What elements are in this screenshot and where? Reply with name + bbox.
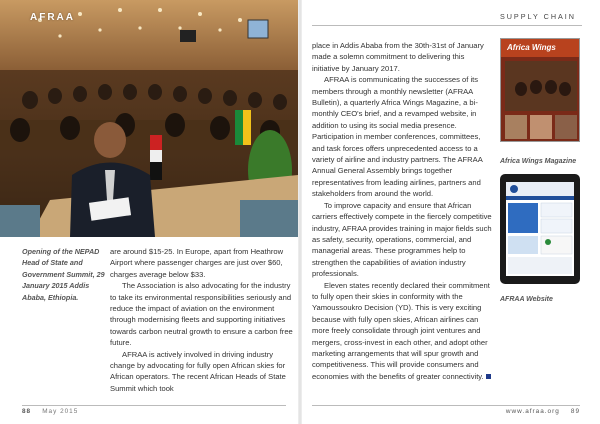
header-rule [312, 25, 582, 26]
magazine-caption: Africa Wings Magazine [500, 158, 577, 165]
left-page-number: 88 [22, 408, 32, 415]
left-footer [22, 405, 286, 415]
website-caption: AFRAA Website [500, 296, 553, 303]
left-paragraph-1: are around $15-25. In Europe, apart from Heathrow Airport where passenger charges are just over $60, charges average below $33. [110, 247, 284, 279]
end-mark-icon [486, 374, 491, 379]
right-body-column [312, 40, 492, 382]
right-paragraph-2: AFRAA is communicating the successes of its members through a monthly newsletter (AFRAA Bulletin), a quarterly Africa Wings Magazine, a bi-monthly CEO's brief, and a revamped website, in addition to using its social media presence. Participation in member conferences, committees, and task forces offers unprecedented access to a variety of airline and industry partners. The AFRAA Annual General Assembly brings together representatives from leading airlines, partners and stakeholders from around the world. [312, 75, 483, 199]
summit-photo [0, 0, 298, 237]
right-page-number: 89 [570, 408, 580, 415]
left-body-column [110, 246, 296, 394]
footer-url: www.afraa.org [505, 408, 560, 415]
issue-date: May 2015 [42, 408, 79, 415]
photo-caption: Opening of the NEPAD Head of State and Government Summit, 29 January 2015 Addis Ababa, Ethiopia. [22, 247, 105, 302]
section-title: SUPPLY CHAIN [499, 12, 576, 21]
brand-mark: AFRAA [30, 12, 75, 23]
page-gutter [298, 0, 302, 424]
magazine-title: Africa Wings [507, 43, 556, 52]
right-paragraph-1: place in Addis Ababa from the 30th-31st of January made a solemn commitment to delivering this initiative by January 2017. [312, 41, 484, 73]
right-paragraph-4-text: Eleven states recently declared their commitment to fully open their skies in conformity with the Yamoussoukro Decision (YD). This is very exciting because with fully open skies, African airlines can more freely consolidate through joint ventures and mergers, cross-invest in each other, and adopt other marketing arrangements that will spur growth and competitiveness. This will provide consumers and economies with the benefits of greater connectivity. [312, 280, 490, 381]
left-paragraph-2: The Association is also advocating for the industry to take its environmental responsibilities seriously and reduce the impact of aviation on the environment through modernising fleets and supporting initiatives towards carbon neutral growth to ensure a carbon free future. [110, 281, 293, 348]
left-paragraph-3: AFRAA is actively involved in driving industry change by advocating for fully open African skies for African operators. The recent African Heads of State Summit which took [110, 349, 286, 393]
right-paragraph-4 [312, 280, 492, 383]
tablet-device [500, 174, 580, 284]
website-screenshot [506, 182, 574, 276]
right-footer [312, 405, 580, 415]
africa-wings-cover [500, 38, 580, 142]
right-paragraph-3: To improve capacity and ensure that African carriers effectively compete in the fiercely competitive industry, AFRAA provides training in major fields such as safety, security, operations, commercial, and managerial areas. These programmes help to strengthen the capabilities of aviation industry professionals. [312, 200, 492, 279]
